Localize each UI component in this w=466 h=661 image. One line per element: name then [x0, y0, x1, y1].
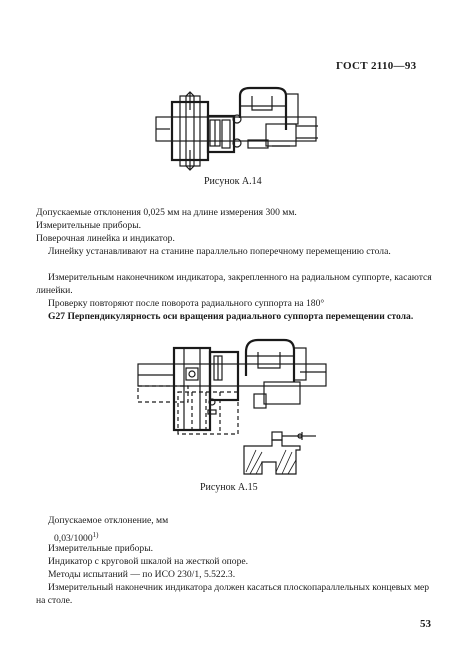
t-slot-detail — [244, 432, 316, 474]
paragraph: Измерительным наконечником индикатора, закрепленного на радиальном суппорте, касаются линейки. — [36, 272, 432, 296]
paragraph: Измерительные приборы. — [48, 543, 154, 554]
figure-a15-caption: Рисунок А.15 — [200, 482, 258, 493]
paragraph: Методы испытаний — по ИСО 230/1, 5.522.3. — [48, 569, 236, 580]
paragraph: Индикатор с круговой шкалой на жесткой опоре. — [48, 556, 249, 567]
paragraph: Линейку устанавливают на станине параллельно поперечному перемещению стола. — [48, 246, 391, 257]
footnote-marker: 1) — [92, 531, 99, 539]
section-heading: G27 Перпендикулярность оси вращения радиального суппорта перемещении стола. — [48, 311, 414, 322]
paragraph: Поверочная линейка и индикатор. — [36, 233, 175, 244]
document-header: ГОСТ 2110—93 — [336, 60, 417, 72]
paragraph: Допускаемые отклонения 0,025 мм на длине измерения 300 мм. — [36, 207, 297, 218]
page-number: 53 — [420, 618, 431, 630]
tolerance-number: 0,03/1000 — [54, 533, 93, 545]
paragraph: Измерительные приборы. — [36, 220, 142, 231]
paragraph: Измерительный наконечник индикатора должен касаться плоскопараллельных концевых мер на столе. — [36, 582, 430, 606]
paragraph: Проверку повторяют после поворота радиального суппорта на 180° — [48, 298, 325, 309]
figure-a14-caption: Рисунок А.14 — [204, 176, 262, 187]
paragraph: Допускаемое отклонение, мм — [48, 515, 169, 526]
